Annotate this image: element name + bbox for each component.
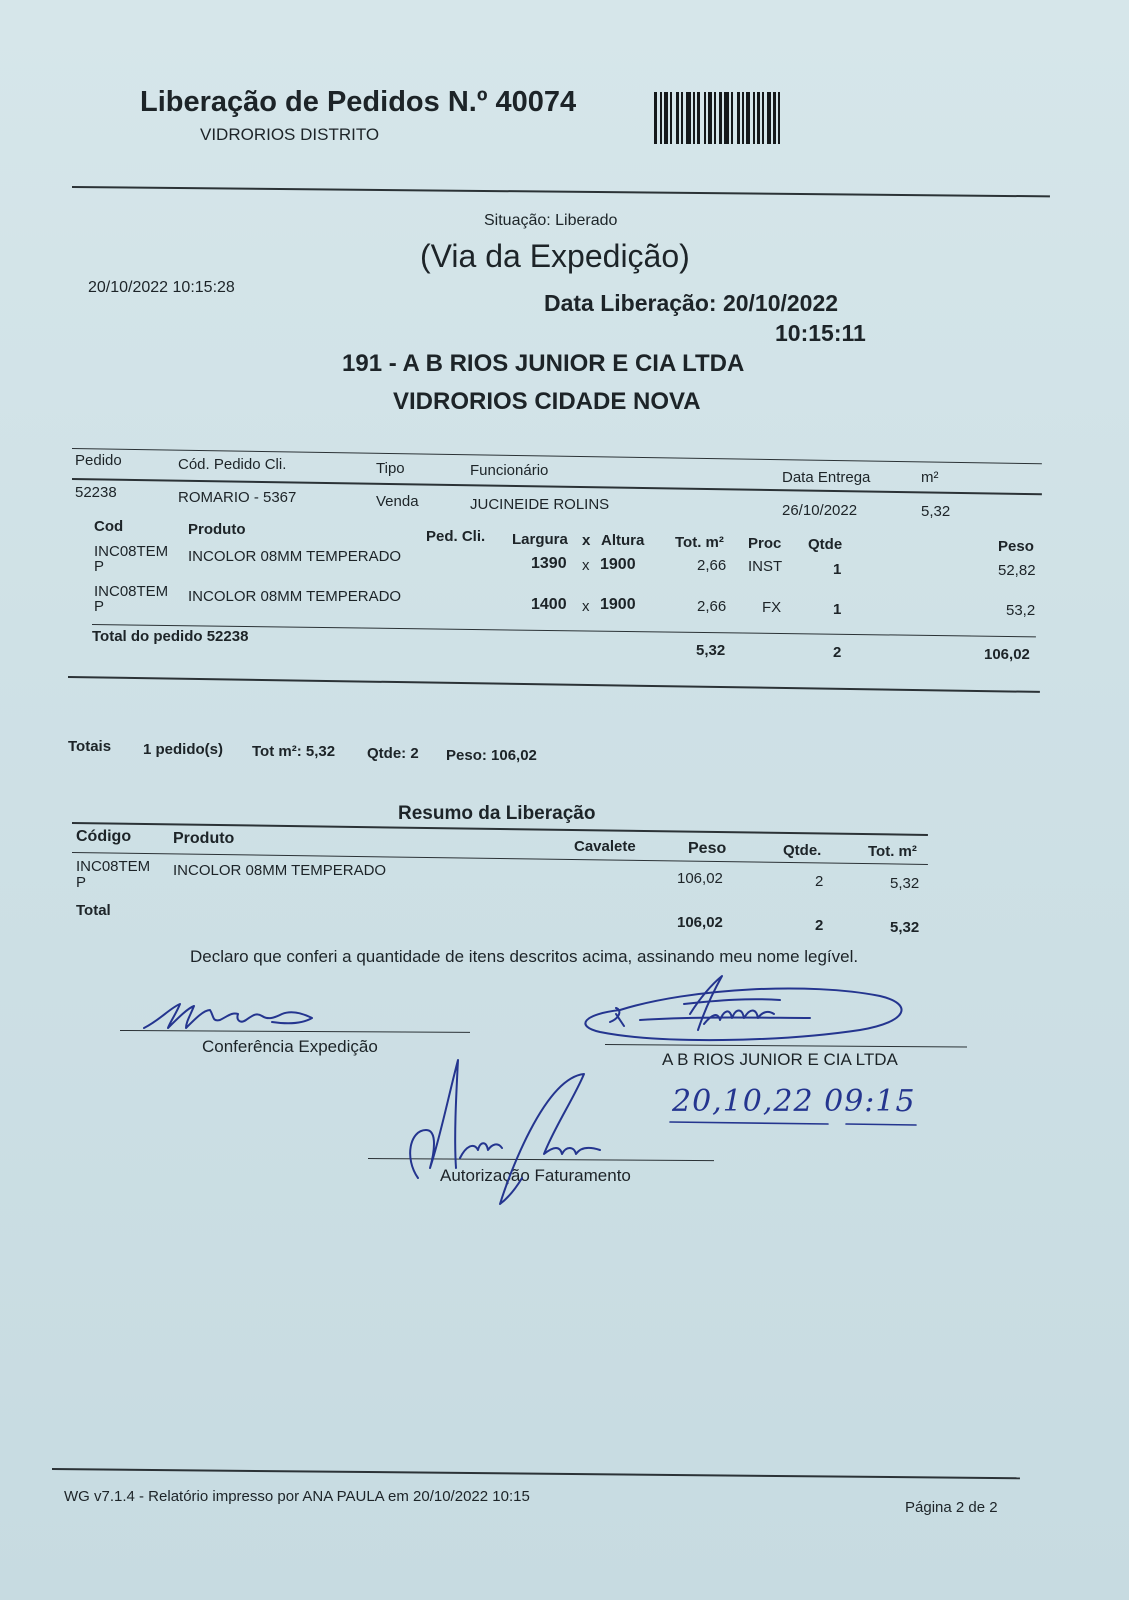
cliente-signature (580, 974, 920, 1054)
item-2-cod-cont: P (94, 598, 105, 615)
totais-peso: Peso: 106,02 (446, 747, 537, 764)
item-x-header: x (582, 532, 591, 549)
item-2-cod: INC08TEM (94, 583, 169, 600)
totais-label: Totais (68, 738, 112, 755)
item-1-tot-m2: 2,66 (697, 557, 727, 574)
item-1-proc: INST (748, 558, 783, 575)
totais-pedidos: 1 pedido(s) (143, 741, 224, 758)
order-end-rule (68, 676, 1040, 693)
totais-qtde: Qtde: 2 (367, 745, 419, 762)
order-data-entrega: 26/10/2022 (782, 502, 858, 519)
item-2-altura: 1900 (600, 596, 636, 613)
order-tipo: Venda (376, 493, 419, 510)
client-store: VIDRORIOS CIDADE NOVA (393, 388, 701, 415)
client-name: 191 - A B RIOS JUNIOR E CIA LTDA (342, 350, 745, 377)
item-2-qtde: 1 (833, 601, 842, 618)
item-2-peso: 53,2 (1006, 602, 1036, 619)
conferencia-label: Conferência Expedição (202, 1037, 378, 1056)
item-ped-cli-header: Ped. Cli. (426, 528, 486, 545)
item-1-peso: 52,82 (998, 562, 1036, 579)
totais-tot-m2: Tot m²: 5,32 (252, 743, 336, 760)
order-cod-cli: ROMARIO - 5367 (178, 489, 297, 506)
document-title: Liberação de Pedidos N.º 40074 (140, 86, 577, 118)
footer-rule (52, 1468, 1020, 1479)
resumo-produto-header: Produto (173, 830, 235, 847)
item-2-produto: INCOLOR 08MM TEMPERADO (188, 588, 402, 605)
order-total-label: Total do pedido 52238 (92, 628, 249, 645)
header-divider (72, 186, 1050, 197)
col-cod-cli-header: Cód. Pedido Cli. (178, 456, 287, 473)
col-funcionario-header: Funcionário (470, 462, 549, 479)
col-m2-header: m² (921, 469, 939, 486)
order-m2: 5,32 (921, 503, 951, 520)
barcode-image (654, 92, 826, 144)
data-liberacao-time: 10:15:11 (775, 320, 866, 346)
order-funcionario: JUCINEIDE ROLINS (470, 496, 610, 513)
resumo-qtde-header: Qtde. (783, 842, 822, 859)
item-1-qtde: 1 (833, 561, 842, 578)
resumo-title: Resumo da Liberação (398, 803, 596, 824)
resumo-row-produto: INCOLOR 08MM TEMPERADO (173, 862, 387, 879)
item-1-x: x (582, 557, 590, 574)
conferencia-signature (140, 998, 330, 1034)
company-name: VIDRORIOS DISTRITO (200, 125, 380, 144)
via-label: (Via da Expedição) (420, 238, 690, 274)
order-total-peso: 106,02 (984, 646, 1030, 663)
resumo-peso-header: Peso (688, 840, 727, 857)
order-total-qtde: 2 (833, 644, 842, 661)
resumo-total-label: Total (76, 902, 111, 919)
resumo-row-codigo-cont: P (76, 874, 87, 891)
col-tipo-header: Tipo (376, 460, 405, 477)
item-cod-header: Cod (94, 518, 124, 535)
order-pedido: 52238 (75, 484, 117, 501)
declaration-text: Declaro que conferi a quantidade de itens descritos acima, assinando meu nome legível. (190, 947, 859, 966)
resumo-total-tot-m2: 5,32 (890, 919, 920, 936)
item-proc-header: Proc (748, 535, 782, 552)
item-peso-header: Peso (998, 538, 1034, 555)
resumo-cavalete-header: Cavalete (574, 838, 636, 855)
cliente-label: A B RIOS JUNIOR E CIA LTDA (662, 1050, 898, 1069)
col-data-entrega-header: Data Entrega (782, 469, 871, 486)
item-2-x: x (582, 598, 590, 615)
item-1-produto: INCOLOR 08MM TEMPERADO (188, 548, 402, 565)
col-pedido-header: Pedido (75, 452, 122, 469)
footer-page-number: Página 2 de 2 (905, 1499, 998, 1516)
item-altura-header: Altura (601, 532, 645, 549)
item-2-tot-m2: 2,66 (697, 598, 727, 615)
item-2-largura: 1400 (531, 596, 567, 613)
resumo-tot-m2-header: Tot. m² (868, 843, 917, 860)
resumo-row-codigo: INC08TEM (76, 858, 151, 875)
resumo-total-qtde: 2 (815, 917, 824, 934)
item-produto-header: Produto (188, 521, 246, 538)
autorizacao-label: Autorização Faturamento (440, 1166, 631, 1185)
footer-printed-by: WG v7.1.4 - Relatório impresso por ANA PAULA em 20/10/2022 10:15 (64, 1488, 530, 1505)
item-largura-header: Largura (512, 531, 568, 548)
item-2-proc: FX (762, 599, 782, 616)
item-1-cod: INC08TEM (94, 543, 169, 560)
resumo-row-peso: 106,02 (677, 870, 723, 887)
item-1-largura: 1390 (531, 555, 567, 572)
item-1-altura: 1900 (600, 556, 636, 573)
item-1-cod-cont: P (94, 558, 105, 575)
resumo-row-qtde: 2 (815, 873, 824, 890)
resumo-row-tot-m2: 5,32 (890, 875, 920, 892)
print-timestamp: 20/10/2022 10:15:28 (88, 279, 235, 296)
item-tot-m2-header: Tot. m² (675, 534, 724, 551)
handwritten-date: 20,10,22 09:15 (672, 1084, 916, 1119)
resumo-total-peso: 106,02 (677, 914, 723, 931)
autorizacao-signature (404, 1058, 624, 1208)
resumo-codigo-header: Código (76, 828, 132, 845)
item-qtde-header: Qtde (808, 536, 843, 553)
situacao-label: Situação: Liberado (484, 212, 618, 229)
data-liberacao: Data Liberação: 20/10/2022 (544, 290, 839, 316)
order-total-m2: 5,32 (696, 642, 726, 659)
